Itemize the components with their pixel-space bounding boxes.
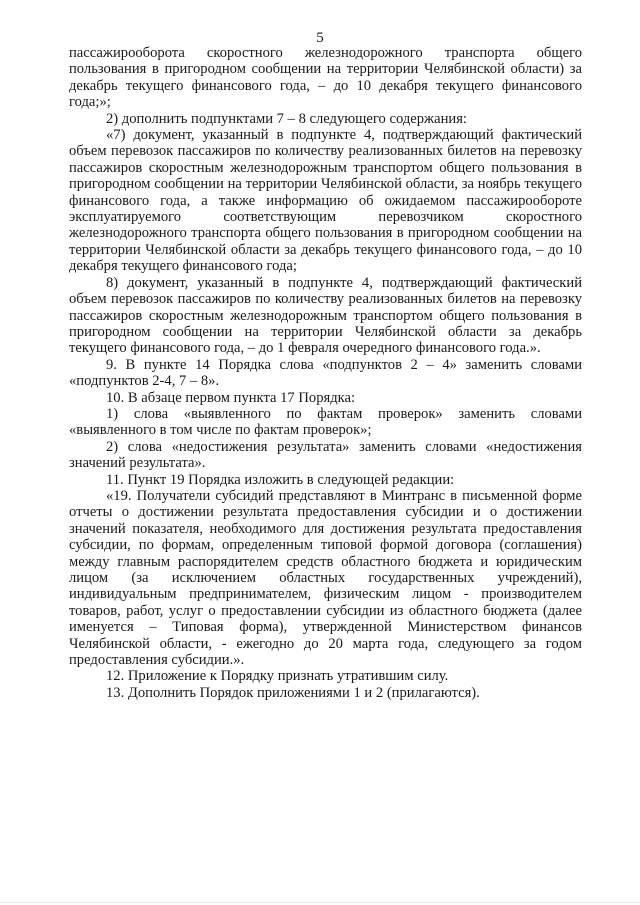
paragraph-amendment-2: 2) дополнить подпунктами 7 – 8 следующего содержания:: [106, 110, 467, 127]
paragraph-item-10: 10. В абзаце первом пункта 17 Порядка:: [106, 389, 356, 406]
paragraph-item-9: 9. В пункте 14 Порядка слова «подпунктов 2 – 4» заменить словами «подпунктов 2-4, 7 – 8».: [69, 356, 582, 390]
paragraph-item-12: 12. Приложение к Порядку признать утратившим силу.: [106, 668, 449, 685]
paragraph-item-11: 11. Пункт 19 Порядка изложить в следующей редакции:: [106, 471, 455, 488]
paragraph-item-19-text: «19. Получатели субсидий представляют в Минтранс в письменной форме отчеты о достижении результата предоставления субсидии и о достижении значений показателя, необходимого для достижения результата предоставления субсидии, по формам, определенным типовой формой договора (соглашения) между главным распорядителем средств областного бюджета и юридическим лицом (за исключением областных государственных учреждений), индивидуальным предпринимателем, физическим лицом - производителем товаров, работ, услуг о предоставлении субсидии из областного бюджета (далее именуется – Типовая форма), утвержденной Министерством финансов Челябинской области, - ежегодно до 20 марта года, следующего за годом предоставления субсидии.».: [69, 487, 582, 669]
page-number: 5: [316, 30, 324, 46]
paragraph-subitem-8: 8) документ, указанный в подпункте 4, подтверждающий фактический объем перевозок пассажиров по количеству реализованных билетов на перевозку пассажиров скоростным железнодорожным транспортом общего пользования в пригородном сообщении на территории Челябинской области за декабрь текущего финансового года, – до 1 февраля очередного финансового года.».: [69, 274, 582, 357]
paragraph-subitem-7: «7) документ, указанный в подпункте 4, подтверждающий фактический объем перевозок пассажиров по количеству реализованных билетов на перевозку пассажиров скоростным железнодорожным транспортом общего пользования в пригородном сообщении на территории Челябинской области, за ноябрь текущего финансового года, а также информацию об ожидаемом пассажирообороте эксплуатируемого соответствующим перевозчиком скоростного железнодорожного транспорта общего пользования в пригородном сообщении на территории Челябинской области за декабрь текущего финансового года, – до 10 декабря текущего финансового года;: [69, 127, 582, 275]
paragraph-item-10-2: 2) слова «недостижения результата» заменить словами «недостижения значений результата».: [69, 438, 582, 472]
document-body: [69, 45, 582, 701]
paragraph-item-13: 13. Дополнить Порядок приложениями 1 и 2 (прилагаются).: [106, 684, 480, 701]
paragraph-continuation: пассажирооборота скоростного железнодорожного транспорта общего пользования в пригородном сообщении на территории Челябинской области) за декабрь текущего финансового года, – до 10 декабря текущего финансового года;»;: [69, 45, 582, 111]
paragraph-item-10-1: 1) слова «выявленного по фактам проверок» заменить словами «выявленного в том числе по фактам проверок»;: [69, 405, 582, 439]
page-bottom-edge: [0, 902, 640, 903]
